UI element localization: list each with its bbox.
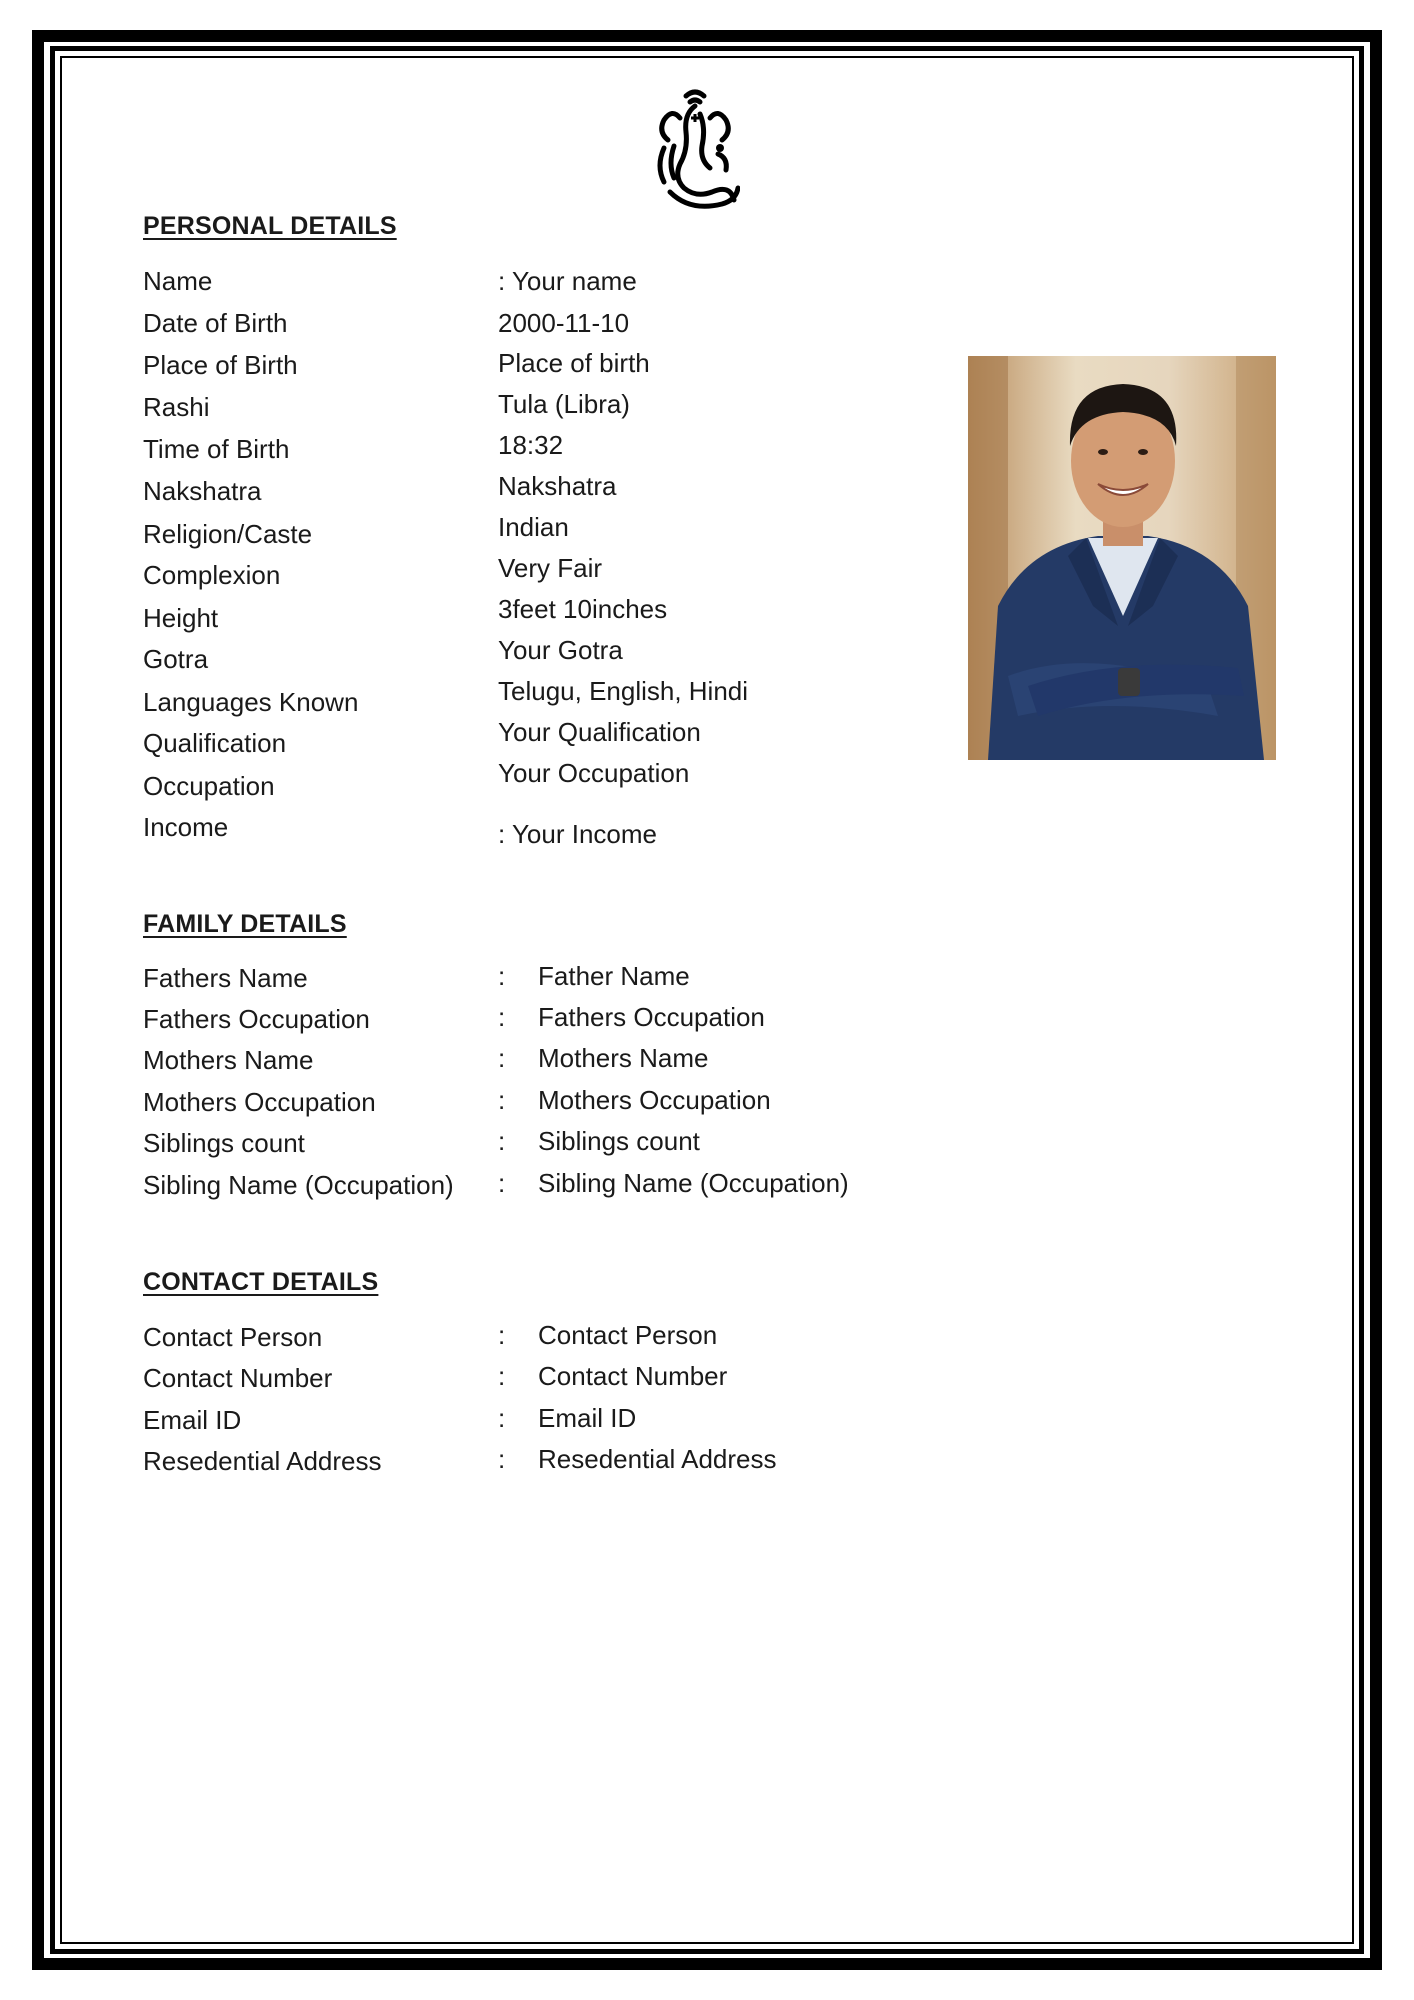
personal-label-1: Date of Birth (143, 308, 288, 338)
personal-details-title: PERSONAL DETAILS (143, 212, 397, 240)
personal-value-3: Tula (Libra) (498, 389, 630, 419)
family-value-5: Sibling Name (Occupation) (538, 1168, 849, 1198)
family-label-2: Mothers Name (143, 1045, 314, 1075)
contact-colon-0: : (498, 1320, 506, 1350)
contact-colon-3: : (498, 1444, 506, 1474)
personal-label-3: Rashi (143, 392, 210, 422)
personal-value-6: Indian (498, 512, 569, 542)
family-colon-0: : (498, 961, 506, 991)
contact-value-1: Contact Number (538, 1361, 728, 1391)
personal-label-2: Place of Birth (143, 350, 298, 380)
contact-colon-2: : (498, 1403, 506, 1433)
family-label-3: Mothers Occupation (143, 1087, 376, 1117)
personal-label-4: Time of Birth (143, 434, 290, 464)
family-colon-1: : (498, 1002, 506, 1032)
contact-colon-1: : (498, 1361, 506, 1391)
personal-value-7: Very Fair (498, 553, 603, 583)
personal-value-4: 18:32 (498, 430, 564, 460)
family-label-4: Siblings count (143, 1128, 305, 1158)
family-label-5: Sibling Name (Occupation) (143, 1170, 454, 1200)
personal-value-2: Place of birth (498, 348, 650, 378)
family-value-0: Father Name (538, 961, 690, 991)
personal-value-13: : Your Income (498, 819, 657, 849)
personal-label-12: Occupation (143, 771, 275, 801)
profile-photo (968, 356, 1276, 760)
personal-label-9: Gotra (143, 644, 209, 674)
personal-value-8: 3feet 10inches (498, 594, 668, 624)
family-colon-5: : (498, 1168, 506, 1198)
contact-value-0: Contact Person (538, 1320, 718, 1350)
personal-label-6: Religion/Caste (143, 519, 313, 549)
family-details-title: FAMILY DETAILS (143, 910, 347, 938)
contact-value-3: Resedential Address (538, 1444, 777, 1474)
family-label-1: Fathers Occupation (143, 1004, 370, 1034)
family-colon-2: : (498, 1043, 506, 1073)
contact-label-3: Resedential Address (143, 1446, 382, 1476)
page-border-inner-thin (60, 56, 1354, 1944)
personal-label-8: Height (143, 603, 219, 633)
personal-label-10: Languages Known (143, 687, 359, 717)
ganesha-icon (650, 88, 740, 216)
personal-value-12: Your Occupation (498, 758, 690, 788)
personal-label-7: Complexion (143, 560, 281, 590)
personal-label-13: Income (143, 812, 229, 842)
personal-label-0: Name (143, 266, 213, 296)
family-colon-3: : (498, 1085, 506, 1115)
contact-details-title: CONTACT DETAILS (143, 1268, 379, 1296)
personal-value-10: Telugu, English, Hindi (498, 676, 749, 706)
contact-label-1: Contact Number (143, 1363, 333, 1393)
personal-value-11: Your Qualification (498, 717, 701, 747)
contact-label-2: Email ID (143, 1405, 242, 1435)
personal-value-9: Your Gotra (498, 635, 623, 665)
personal-label-5: Nakshatra (143, 476, 262, 506)
family-value-3: Mothers Occupation (538, 1085, 771, 1115)
contact-value-2: Email ID (538, 1403, 637, 1433)
contact-label-0: Contact Person (143, 1322, 323, 1352)
personal-value-1: 2000-11-10 (498, 308, 630, 338)
family-value-1: Fathers Occupation (538, 1002, 765, 1032)
personal-value-5: Nakshatra (498, 471, 617, 501)
family-label-0: Fathers Name (143, 963, 308, 993)
family-colon-4: : (498, 1126, 506, 1156)
family-value-4: Siblings count (538, 1126, 700, 1156)
personal-value-0: : Your name (498, 266, 637, 296)
personal-label-11: Qualification (143, 728, 287, 758)
family-value-2: Mothers Name (538, 1043, 709, 1073)
